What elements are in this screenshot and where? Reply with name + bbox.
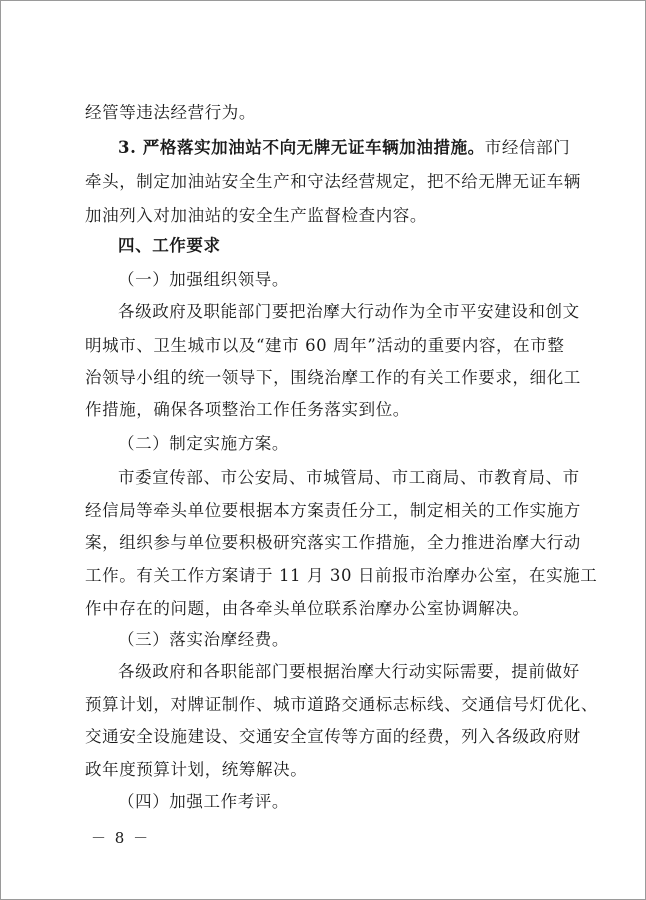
text-line: 工作。有关工作方案请于 11 月 30 日前报市治摩办公室，在实施工 (85, 566, 598, 585)
text-line: 明城市、卫生城市以及“建市 60 周年”活动的重要内容，在市整 (85, 336, 565, 355)
text-line: 经管等违法经营行为。 (85, 103, 256, 122)
subsection-heading: （二）制定实施方案。 (118, 434, 289, 453)
page-number: － 8 － (91, 829, 151, 847)
text-line: 市委宣传部、市公安局、市城管局、市工商局、市教育局、市 (118, 468, 580, 487)
text-line: 作中存在的问题，由各牵头单位联系治摩办公室协调解决。 (85, 599, 530, 618)
subsection-heading: （三）落实治摩经费。 (118, 630, 289, 649)
text-line: 案，组织参与单位要积极研究落实工作措施，全力推进治摩大行动 (85, 533, 581, 552)
subsection-heading: （四）加强工作考评。 (118, 792, 289, 811)
inline-text: 市经信部门 (484, 138, 571, 157)
text-line: 交通安全设施建设、交通安全宣传等方面的经费，列入各级政府财 (85, 727, 581, 746)
text-line: 治领导小组的统一领导下，围绕治摩工作的有关工作要求，细化工 (85, 368, 581, 387)
subsection-heading: （一）加强组织领导。 (118, 270, 289, 289)
text-line: 各级政府和各职能部门要根据治摩大行动实际需要，提前做好 (118, 662, 580, 681)
text-line: 各级政府及职能部门要把治摩大行动作为全市平安建设和创文 (118, 302, 580, 321)
text-line: 经信局等牵头单位要根据本方案责任分工，制定相关的工作实施方 (85, 501, 581, 520)
text-line: 加油列入对加油站的安全生产监督检查内容。 (85, 206, 427, 225)
bold-lead-text: 3. 严格落实加油站不向无牌无证车辆加油措施。 (118, 138, 485, 157)
text-line: 政年度预算计划，统筹解决。 (85, 760, 308, 779)
text-line: 预算计划，对牌证制作、城市道路交通标志标线、交通信号灯优化、 (85, 695, 598, 714)
text-line (1, 137, 646, 159)
section-heading: 四、工作要求 (118, 236, 221, 255)
text-line: 牵头，制定加油站安全生产和守法经营规定，把不给无牌无证车辆 (85, 172, 581, 191)
text-line: 作措施，确保各项整治工作任务落实到位。 (85, 400, 410, 419)
